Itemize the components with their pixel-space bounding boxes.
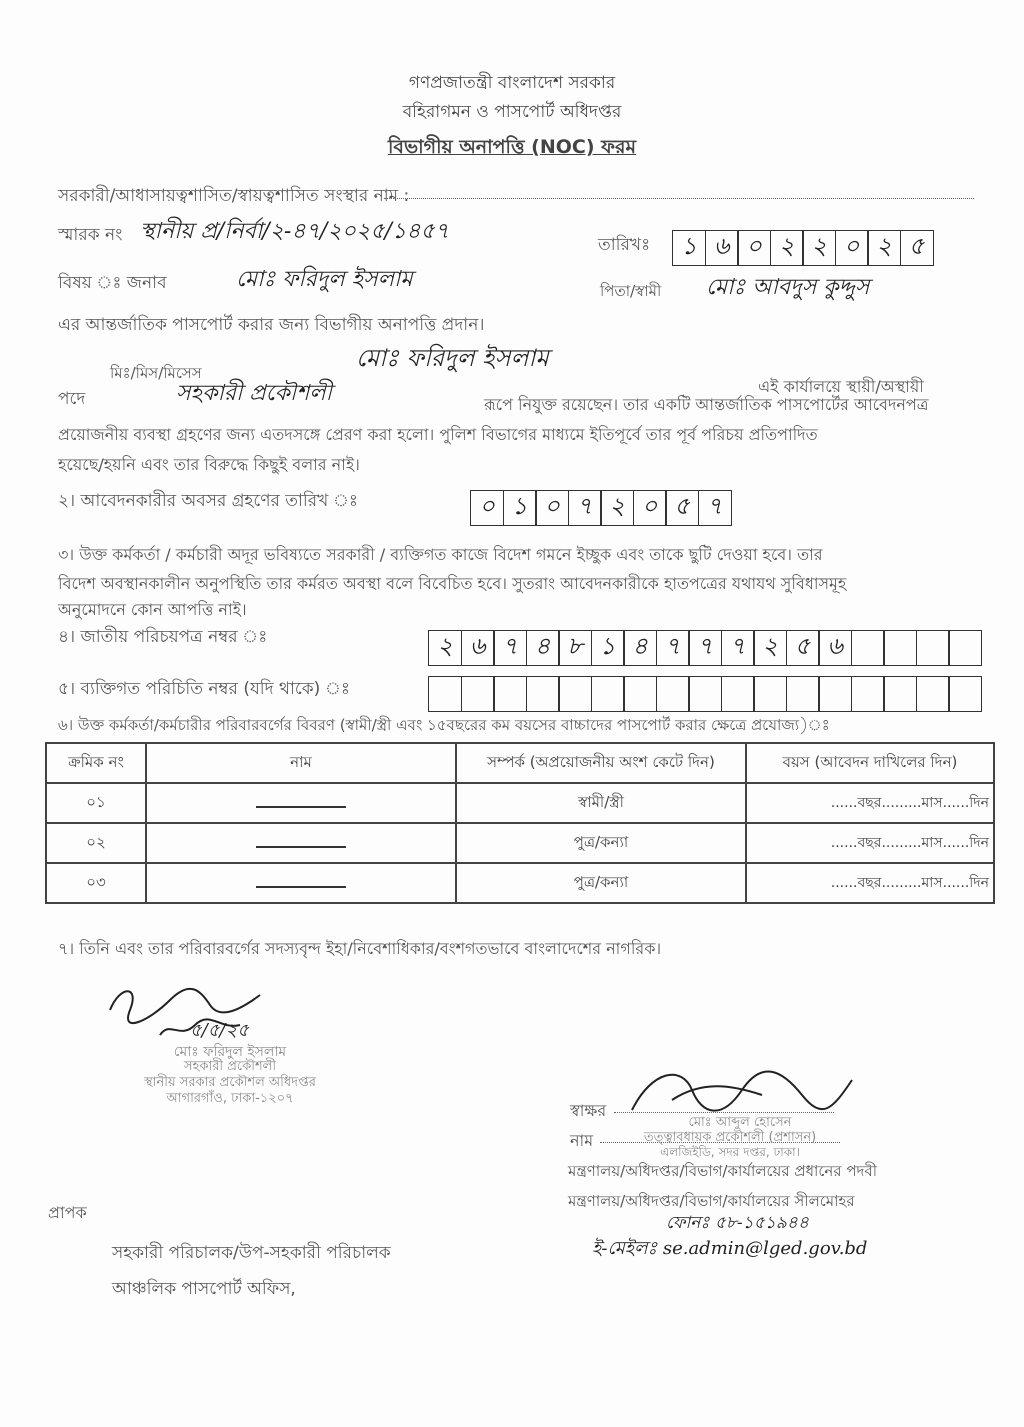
name-label: নাম [570, 1131, 594, 1150]
pid-box [786, 676, 820, 712]
org-name-label: সরকারী/আধাসায়ত্বশাসিত/স্বায়ত্বশাসিত সংস্থার নাম : [58, 186, 410, 206]
para1-line2: প্রয়োজনীয় ব্যবস্থা গ্রহণের জন্য এতদসঙ্গে প্রেরণ করা হলো। পুলিশ বিভাগের মাধ্যমে ইতিপূর্বে তার পূর্ব পরিচয় প্রতিপাদিত [58, 425, 818, 444]
nid-digit [883, 630, 917, 666]
pid-box [883, 676, 917, 712]
blank-dash [256, 886, 346, 888]
date-label: তারিখঃ [598, 235, 651, 255]
nid-digit: ৭ [656, 630, 690, 666]
retirement-digit: ০ [535, 490, 569, 526]
father-label: পিতা/স্বামী [600, 282, 662, 300]
email-address: ই-মেইলঃ se.admin@lged.gov.bd [592, 1238, 868, 1259]
relation-cell: স্বামী/স্ত্রী [456, 783, 746, 823]
table-row [46, 783, 994, 823]
para1-line3: হয়েছে/হয়নি এবং তার বিরুদ্ধে কিছুই বলার নাই। [58, 455, 360, 474]
retirement-digit: ১ [503, 490, 537, 526]
pid-box [428, 676, 462, 712]
pid-box [461, 676, 495, 712]
nid-digit [948, 630, 982, 666]
department-heading: বহিরাগমন ও পাসপোর্ট অধিদপ্তর [402, 102, 622, 122]
office-status: এই কার্যালয়ে স্থায়ী/অস্থায়ী [758, 377, 924, 396]
signature-date: ৫/৫/২৫ [190, 1020, 249, 1041]
pid-box [916, 676, 950, 712]
recipient-line2: আঞ্চলিক পাসপোর্ট অফিস, [112, 1279, 296, 1299]
org-name-line [384, 198, 974, 199]
pid-box [493, 676, 527, 712]
date-digit: ২ [867, 230, 901, 266]
stamp-office: স্থানীয় সরকার প্রকৌশল অধিদপ্তর [144, 1075, 316, 1090]
date-digit: ২ [802, 230, 836, 266]
pid-box [753, 676, 787, 712]
officer-designation-stamp: তত্ত্বাবধায়ক প্রকৌশলী (প্রশাসন) [643, 1130, 817, 1145]
serial-cell: ০১ [46, 783, 146, 823]
pid-box [591, 676, 625, 712]
govt-heading: গণপ্রজাতন্ত্রী বাংলাদেশ সরকার [408, 73, 616, 93]
stamp-designation: সহকারী প্রকৌশলী [183, 1059, 277, 1074]
nid-digit: ৬ [461, 630, 495, 666]
memo-label: স্মারক নং [58, 225, 123, 245]
age-cell: ......বছর.........মাস......দিন [746, 823, 994, 863]
nid-digit: ৮ [558, 630, 592, 666]
phone-number: ফোনঃ ৫৮-১৫১৯৪৪ [666, 1213, 809, 1233]
item3-line2: বিদেশ অবস্থানকালীন অনুপস্থিতি তার কর্মরত অবস্থা বলে বিবেচিত হবে। সুতরাং আবেদনকারীকে হাতপত্রের যথাযথ সুবিধাসমূহ [58, 574, 847, 593]
date-digit: ৬ [705, 230, 739, 266]
pid-box [948, 676, 982, 712]
officer-name-stamp: মোঃ আব্দুল হোসেন [688, 1115, 792, 1130]
age-cell: ......বছর.........মাস......দিন [746, 783, 994, 823]
retirement-digit: ০ [633, 490, 667, 526]
title-name: মোঃ ফরিদুল ইসলাম [356, 344, 549, 372]
retirement-digit: ২ [600, 490, 634, 526]
retirement-digit: ৭ [698, 490, 732, 526]
name-cell [146, 783, 456, 823]
nid-digit: ৫ [786, 630, 820, 666]
citizenship-line: ৭। তিনি এবং তার পরিবারবর্গের সদস্যবৃন্দ ইহা/নিবেশাধিকার/বংশগতভাবে বাংলাদেশের নাগরিক। [58, 939, 662, 958]
col-relation: সম্পর্ক (অপ্রয়োজনীয় অংশ কেটে দিন) [456, 743, 746, 783]
table-header-row [46, 743, 994, 783]
col-serial: ক্রমিক নং [46, 743, 146, 783]
date-digit: ৫ [900, 230, 934, 266]
pid-box [656, 676, 690, 712]
nid-digit: ২ [428, 630, 462, 666]
blank-dash [256, 806, 346, 808]
recipient-line1: সহকারী পরিচালক/উপ-সহকারী পরিচালক [112, 1243, 391, 1263]
serial-cell: ০২ [46, 823, 146, 863]
retirement-digit: ০ [470, 490, 504, 526]
col-name: নাম [146, 743, 456, 783]
retirement-digit: ৭ [568, 490, 602, 526]
item3-line1: ৩। উক্ত কর্মকর্তা / কর্মচারী অদূর ভবিষ্যতে সরকারী / ব্যক্তিগত কাজে বিদেশ গমনে ইচ্ছুক এবং তাকে ছুটি দেওয়া হবে। তার [58, 545, 823, 564]
post-name: সহকারী প্রকৌশলী [176, 381, 332, 406]
nid-boxes [428, 630, 981, 666]
col-age: বয়স (আবেদন দাখিলের দিন) [746, 743, 994, 783]
nid-digit [916, 630, 950, 666]
family-details-label: ৬। উক্ত কর্মকর্তা/কর্মচারীর পরিবারবর্গের বিবরণ (স্বামী/স্ত্রী এবং ১৫বছরের কম বয়সের বাচ্চাদের পাসপোর্ট করার ক্ষেত্রে প্রযোজ্য)ঃ [58, 716, 830, 734]
nid-digit [851, 630, 885, 666]
pid-box [526, 676, 560, 712]
pid-box [851, 676, 885, 712]
memo-number: স্থানীয় প্র/নির্বা/২-৪৭/২০২৫/১৪৫৭ [140, 219, 450, 244]
para1-line1: রূপে নিযুক্ত রয়েছেন। তার একটি আন্তর্জাতিক পাসপোর্টের আবেদনপত্র [484, 395, 929, 414]
relation-cell: পুত্র/কন্যা [456, 863, 746, 903]
applicant-name: মোঃ ফরিদুল ইসলাম [236, 267, 413, 292]
date-digit: ০ [835, 230, 869, 266]
subject-label: বিষয় ঃ জনাব [58, 273, 167, 293]
family-table [45, 742, 995, 904]
date-digit: ২ [770, 230, 804, 266]
office-seal-line: মন্ত্রণালয়/অধিদপ্তর/বিভাগ/কার্যালয়ের সীলমোহর [568, 1192, 855, 1210]
blank-dash [256, 846, 346, 848]
name-cell [146, 863, 456, 903]
form-title: বিভাগীয় অনাপত্তি (NOC) ফরম [387, 136, 637, 158]
nid-digit: ৭ [688, 630, 722, 666]
nid-label: ৪। জাতীয় পরিচয়পত্র নম্বর ঃ [58, 627, 268, 647]
date-boxes [672, 230, 932, 266]
purpose-line: এর আন্তর্জাতিক পাসপোর্ট করার জন্য বিভাগীয় অনাপত্তি প্রদান। [58, 315, 485, 335]
father-name: মোঃ আবদুস কুদ্দুস [706, 275, 870, 300]
pid-box [688, 676, 722, 712]
nid-digit: ৪ [623, 630, 657, 666]
head-designation-line: মন্ত্রণালয়/অধিদপ্তর/বিভাগ/কার্যালয়ের প্রধানের পদবী [568, 1162, 878, 1180]
sign-label: স্বাক্ষর [570, 1101, 607, 1120]
date-digit: ০ [737, 230, 771, 266]
pid-box [623, 676, 657, 712]
pid-box [558, 676, 592, 712]
name-cell [146, 823, 456, 863]
table-row [46, 823, 994, 863]
post-label: পদে [58, 389, 86, 409]
pid-box [818, 676, 852, 712]
personal-id-boxes [428, 676, 981, 712]
personal-id-label: ৫। ব্যক্তিগত পরিচিতি নম্বর (যদি থাকে) ঃ [58, 679, 350, 699]
nid-digit: ২ [753, 630, 787, 666]
retirement-digit: ৫ [665, 490, 699, 526]
table-row [46, 863, 994, 903]
retirement-date-label: ২। আবেদনকারীর অবসর গ্রহণের তারিখ ঃ [58, 491, 358, 511]
officer-office-stamp: এলজিইডি, সদর দপ্তর, ঢাকা। [660, 1145, 800, 1159]
age-cell: ......বছর.........মাস......দিন [746, 863, 994, 903]
nid-digit: ৪ [526, 630, 560, 666]
stamp-address: আগারগাঁও, ঢাকা-১২০৭ [166, 1091, 294, 1106]
stamp-name: মোঃ ফরিদুল ইসলাম [173, 1044, 287, 1060]
retirement-date-boxes [470, 490, 730, 526]
date-digit: ১ [672, 230, 706, 266]
recipient-label: প্রাপক [48, 1203, 87, 1222]
nid-digit: ১ [591, 630, 625, 666]
item3-line3: অনুমোদনে কোন আপত্তি নাই। [58, 600, 247, 619]
pid-box [721, 676, 755, 712]
relation-cell: পুত্র/কন্যা [456, 823, 746, 863]
nid-digit: ৬ [818, 630, 852, 666]
nid-digit: ৭ [493, 630, 527, 666]
title-label: মিঃ/মিস/মিসেস [110, 364, 202, 382]
nid-digit: ৭ [721, 630, 755, 666]
serial-cell: ০৩ [46, 863, 146, 903]
